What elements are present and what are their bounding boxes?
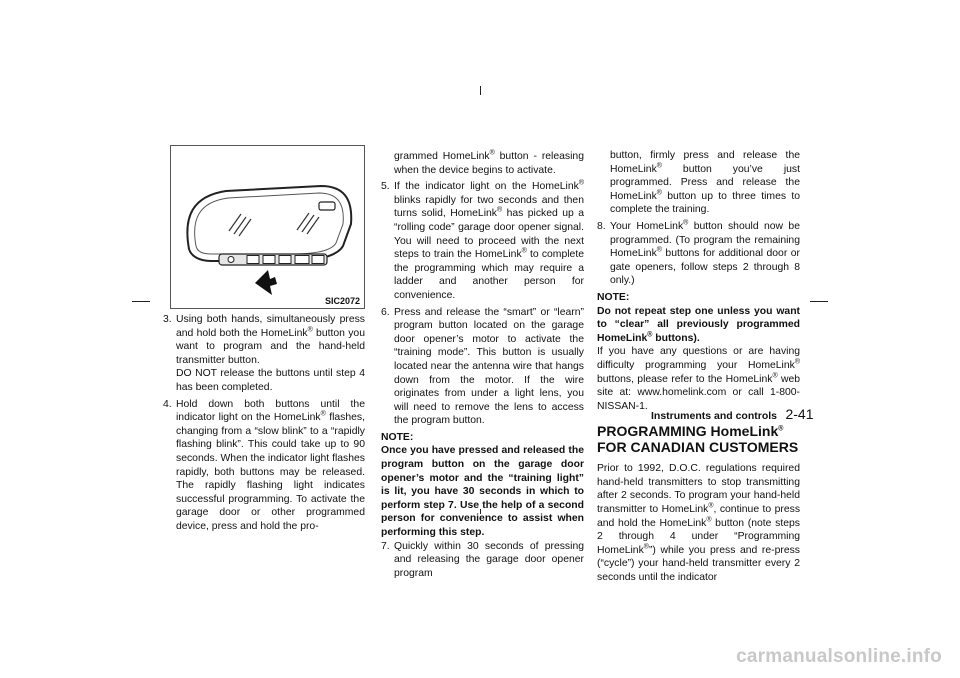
step-7-continued xyxy=(597,149,800,217)
section-heading: PROGRAMMING HomeLink® FOR CANADIAN CUSTOMERS xyxy=(597,423,799,456)
column-3 xyxy=(597,149,800,585)
step-text: button, firmly press and release the HomeLink® button you’ve just programmed. Press and release the HomeLink® button up to three times to complete the training. xyxy=(610,150,800,216)
step-text: Quickly within 30 seconds of pressing and releasing the garage door opener program xyxy=(394,540,584,579)
footer-section-title: Instruments and controls xyxy=(651,410,778,422)
step-4 xyxy=(163,398,365,534)
step-number: 7. xyxy=(381,540,390,552)
footer-page-number: 2-41 xyxy=(785,406,814,422)
crop-mark-left xyxy=(132,301,150,302)
watermark: carmanualsonline.info xyxy=(736,646,942,667)
step-5 xyxy=(381,180,584,302)
step-text: Using both hands, simultaneously press and hold both the HomeLink® button you want to program and the hand-held transmitter button. xyxy=(176,314,365,366)
figure-label: SIC2072 xyxy=(324,296,360,306)
column-2 xyxy=(381,150,584,583)
step-8 xyxy=(597,220,800,288)
step-number: 3. xyxy=(163,314,172,325)
rearview-mirror-illustration xyxy=(171,146,364,308)
note-text: Do not repeat step one unless you want to “clear” all previously programmed HomeLink® buttons). xyxy=(597,305,800,344)
help-paragraph: If you have any questions or are having difficulty programming your HomeLink® buttons, please refer to the HomeLink® web site at: www.homelink.com or call 1-800-NISSAN-1. xyxy=(597,346,801,412)
mirror-figure xyxy=(170,145,365,309)
canada-paragraph: Prior to 1992, D.O.C. regulations required hand-held transmitters to stop transmitting after 2 seconds. To program your hand-held transmitter to HomeLink®, continue to press and hold the HomeLink® button (note steps 2 through 4 under “Programming HomeLink®”) while you press and re-press (“cycle”) your hand-held transmitter every 2 seconds until the indicator xyxy=(597,463,801,584)
step-number: 6. xyxy=(381,306,390,318)
step-7 xyxy=(381,540,584,581)
crop-mark-right xyxy=(810,301,828,302)
step-number: 5. xyxy=(381,181,390,193)
note-text: Once you have pressed and released the program button on the garage door opener’s motor and the “training light” is lit, you have 30 seconds in which to perform step 7. Use the help of a second person for convenience to assist when performing this step. xyxy=(381,445,584,539)
step-text-warning: DO NOT release the buttons until step 4 has been completed. xyxy=(176,368,365,393)
step-3 xyxy=(163,313,365,395)
step-text: Press and release the “smart” or “learn” program button located on the garage door opener’s motor to activate the “training mode”. This button is usually located near the antenna wire that hangs down from the motor. If the wire originates from under a light lens, you will need to remove the lens to access the program button. xyxy=(394,306,584,427)
step-number: 4. xyxy=(163,398,172,410)
step-text: Your HomeLink® button should now be programmed. (To program the remaining HomeLink® buttons for additional door or gate openers, follow steps 2 through 8 only.) xyxy=(610,219,800,287)
step-text: grammed HomeLink® button - releasing when the device begins to activate. xyxy=(394,149,584,176)
step-text: If the indicator light on the HomeLink® blinks rapidly for two seconds and then turns solid, HomeLink® has picked up a “rolling code” garage door opener signal. You will need to proceed with the next steps to train the HomeLink® to complete the programming which may require a ladder and another person for convenience. xyxy=(394,179,584,301)
column-1 xyxy=(163,313,365,537)
note-label: NOTE: xyxy=(381,431,414,443)
step-4-continued xyxy=(381,150,584,177)
step-text: Hold down both buttons until the indicator light on the HomeLink® flashes, changing from a “slow blink” to a “rapidly flashing blink”. This could take up to 90 seconds. When the indicator light flashes rapidly, both buttons may be released. The rapidly flashing light indicates successful programming. To activate the garage door or other programmed device, press and hold the pro- xyxy=(176,398,365,532)
crop-mark-top xyxy=(480,86,481,95)
note-label: NOTE: xyxy=(597,291,630,303)
step-6 xyxy=(381,306,584,428)
page-footer xyxy=(651,406,814,424)
step-number: 8. xyxy=(597,220,606,232)
